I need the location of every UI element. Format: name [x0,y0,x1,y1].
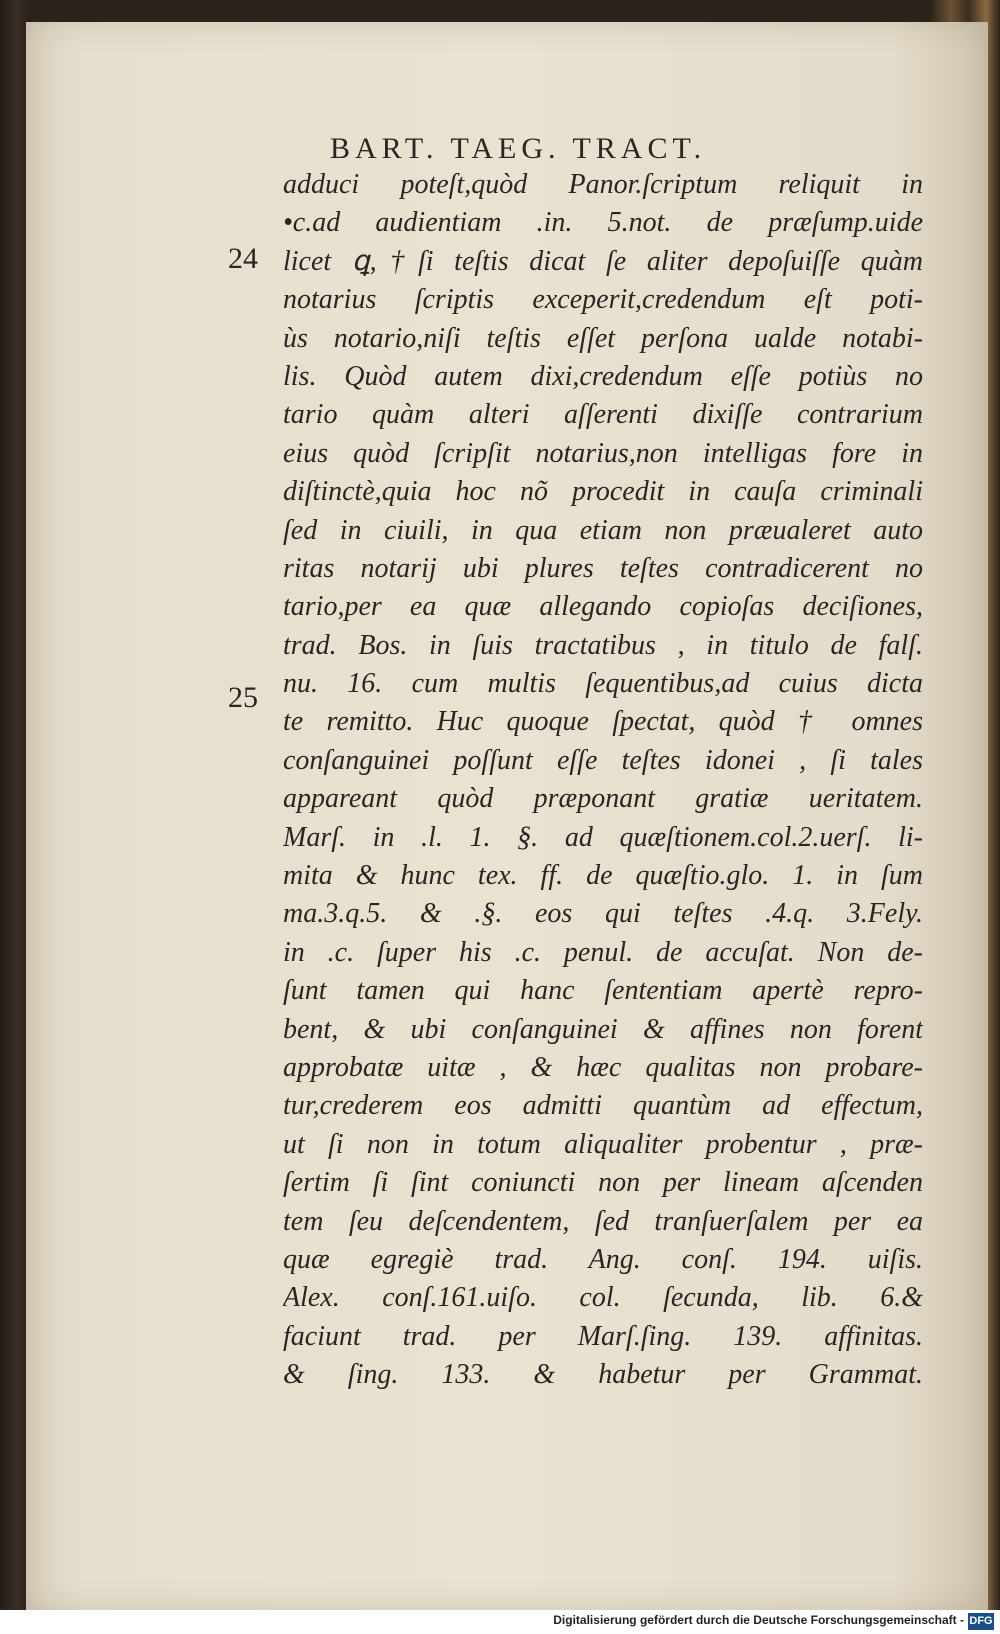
text-line: tario quàm alteri aſſerenti dixiſſe contrarium [283,399,923,431]
running-head: BART. TAEG. TRACT. [330,132,707,165]
text-line: mita & hunc tex. ff. de quæſtio.glo. 1. in ſum [283,860,923,892]
text-line: appareant quòd præponant gratiæ ueritatem. [283,783,923,815]
text-line: trad. Bos. in ſuis tractatibus , in titulo de falſ. [283,629,923,661]
text-line: lis. Quòd autem dixi,credendum eſſe potiùs no [283,360,923,392]
text-line: eius quòd ſcripſit notarius,non intelligas fore in [283,437,923,469]
text-line: nu. 16. cum multis ſequentibus,ad cuius dicta [283,668,923,700]
body-text [283,166,923,1395]
text-line: ùs notario,niſi teſtis eſſet perſona ualde notabi- [283,322,923,354]
text-line: tario,per ea quæ allegando copioſas deciſiones, [283,591,923,623]
text-line: ma.3.q.5. & .§. eos qui teſtes .4.q. 3.Fely. [283,898,923,930]
margin-number-24: 24 [228,242,258,275]
text-line: faciunt trad. per Marſ.ſing. 139. affinitas. [283,1320,923,1352]
text-line: ſed in ciuili, in qua etiam non præualeret auto [283,514,923,546]
funding-credit: Digitalisierung gefördert durch die Deutsche Forschungsgemeinschaft - [553,1613,964,1627]
text-line: in .c. ſuper his .c. penul. de accuſat. Non de- [283,936,923,968]
text-line: ſertim ſi ſint coniuncti non per lineam aſcenden [283,1167,923,1199]
margin-number-25: 25 [228,681,258,714]
text-line: bent, & ubi conſanguinei & affines non forent [283,1013,923,1045]
text-line: te remitto. Huc quoque ſpectat, quòd † omnes [283,706,923,738]
text-line: notarius ſcriptis exceperit,credendum eſt poti- [283,284,923,316]
dfg-logo: DFG [968,1613,994,1630]
text-line: ſunt tamen qui hanc ſententiam apertè repro- [283,975,923,1007]
text-line: ut ſi non in totum aliqualiter probentur , præ- [283,1128,923,1160]
text-line: tur,crederem eos admitti quantùm ad effectum, [283,1090,923,1122]
text-line: diſtinctè,quia hoc nõ procedit in cauſa criminali [283,476,923,508]
text-line: adduci poteſt,quòd Panor.ſcriptum reliquit in [283,169,923,200]
text-line: & ſing. 133. & habetur per Grammat. [283,1359,923,1391]
text-line: quæ egregiè trad. Ang. conſ. 194. uiſis. [283,1243,923,1275]
text-line: ritas notarij ubi plures teſtes contradicerent no [283,552,923,584]
text-line: tem ſeu deſcendentem, ſed tranſuerſalem per ea [283,1205,923,1237]
text-line: Marſ. in .l. 1. §. ad quæſtionem.col.2.uerſ. li- [283,821,923,853]
text-line: conſanguinei poſſunt eſſe teſtes idonei , ſi tales [283,744,923,776]
text-line: Alex. conſ.161.uiſo. col. ſecunda, lib. 6.& [283,1282,923,1314]
text-line: •c.ad audientiam .in. 5.not. de præſump.uide [283,207,923,239]
text-line: licet ꝗ,†ſi teſtis dicat ſe aliter depoſuiſſe quàm [283,245,923,277]
text-line: approbatæ uitæ , & hæc qualitas non probare- [283,1051,923,1083]
